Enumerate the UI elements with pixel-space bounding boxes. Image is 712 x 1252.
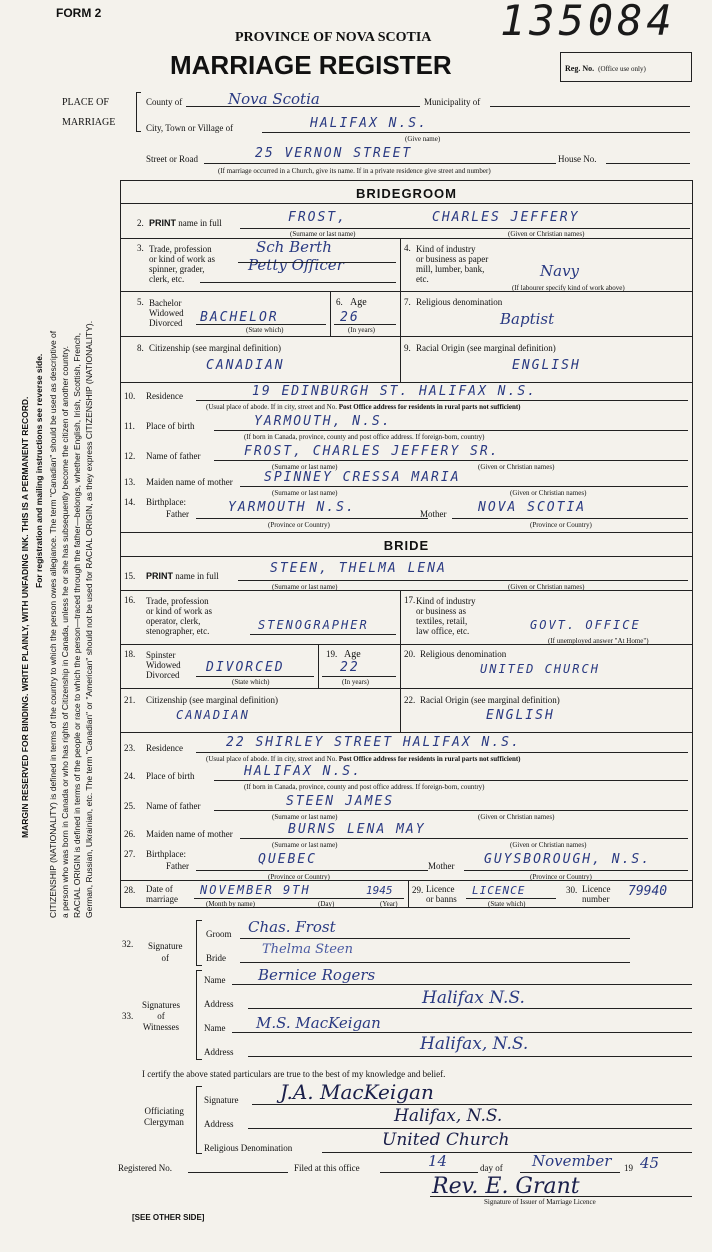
year-prefix: 19 [624, 1163, 633, 1173]
county-label: County of [146, 97, 183, 107]
field-num: 20. [404, 649, 416, 659]
city-line [262, 132, 690, 133]
mother-word: Mother [420, 509, 447, 519]
bride-citizenship: CANADIAN [176, 708, 250, 722]
industry-label-line: or business as paper [416, 254, 489, 264]
field-num: 17. [404, 595, 416, 605]
trade-label-line: operator, clerk, [146, 616, 201, 626]
field-num: 19. [326, 649, 338, 659]
groom-signature: Chas. Frost [248, 918, 336, 936]
age-label: Age [350, 297, 367, 308]
industry-label-line: etc. [416, 274, 429, 284]
groom-mother-birth: NOVA SCOTIA [478, 500, 587, 515]
religion-label: Religious denomination [420, 649, 507, 659]
groom-industry: Navy [540, 262, 580, 280]
birth-caption: (If born in Canada, province, county and post office address. If foreign-born, country) [244, 433, 485, 441]
industry-label-line: Kind of industry [416, 244, 476, 254]
groom-trade-2: Petty Officer [248, 256, 344, 274]
residence-caption [206, 755, 521, 763]
name-label: Name [204, 975, 226, 985]
date-label [146, 884, 178, 904]
licence-label-line: Licence [426, 884, 455, 894]
city-label: City, Town or Village of [146, 123, 234, 133]
city-value: HALIFAX N.S. [310, 116, 428, 131]
trade-label [149, 244, 215, 284]
religious-denomination-label: Religious Denomination [204, 1143, 293, 1153]
reg-no-box [560, 52, 692, 82]
trade-label-line: Trade, profession [146, 596, 209, 606]
give-name-caption: (Give name) [405, 135, 441, 143]
officiating-label [144, 1106, 184, 1128]
licence-label-line: or banns [426, 894, 457, 904]
cap-given: (Given or Christian names) [508, 583, 585, 591]
print-bold: PRINT [146, 571, 173, 581]
field-num: 33. [122, 1011, 134, 1021]
wit-label-line: Signatures [142, 1000, 180, 1010]
cap-given: (Given or Christian names) [510, 489, 587, 497]
bride-label: Bride [206, 953, 226, 963]
in-years: (In years) [342, 678, 370, 686]
off-label-line: Officiating [144, 1106, 184, 1116]
field-num: 11. [124, 421, 135, 431]
groom-residence: 19 EDINBURGH ST. HALIFAX N.S. [252, 384, 537, 399]
age-label: Age [344, 649, 361, 660]
birth-caption: (If born in Canada, province, county and post office address. If foreign-born, country) [244, 783, 485, 791]
cap-province: (Province or Country) [530, 873, 592, 881]
clergy-bracket [196, 1086, 202, 1154]
citizenship-label: Citizenship (see marginal definition) [146, 695, 279, 705]
municipality-label: Municipality of [424, 97, 481, 107]
marriage-date: NOVEMBER 9TH [200, 883, 311, 897]
print-name-label [146, 572, 219, 581]
issuer-signature: Rev. E. Grant [432, 1174, 580, 1199]
status-label-line: Divorced [146, 670, 180, 680]
cap-given: (Given or Christian names) [508, 230, 585, 238]
field-num: 7. [404, 297, 411, 307]
filed-label: Filed at this office [294, 1163, 360, 1173]
filed-month: November [532, 1152, 612, 1170]
field-num: 25. [124, 801, 136, 811]
father-word: Father [166, 861, 189, 871]
street-label: Street or Road [146, 154, 198, 164]
licence-number-label [582, 884, 610, 904]
industry-label [416, 244, 488, 284]
residence-label: Residence [146, 391, 183, 401]
margin-citizenship-text-2: a person who was born in Canada or who has rights of Citizenship in Canada, unless he or she has subsequently become the citizen of another country. [60, 345, 70, 918]
filed-day: 14 [428, 1152, 448, 1170]
form-label: FORM 2 [56, 6, 102, 20]
groom-trade-1: Sch Berth [256, 238, 332, 256]
racial-label: Racial Origin (see marginal definition) [416, 343, 556, 353]
licence-number: 79940 [628, 884, 668, 899]
bride-racial: ENGLISH [486, 708, 555, 723]
father-label: Name of father [146, 451, 201, 461]
cap-surname: (Surname or last name) [272, 841, 338, 849]
wit-bracket [196, 970, 202, 1060]
bride-name: STEEN, THELMA LENA [270, 561, 447, 576]
industry-label-line: law office, etc. [416, 626, 470, 636]
bride-birth: HALIFAX N.S. [244, 764, 362, 779]
residence-label: Residence [146, 743, 183, 753]
marriage-year: 1945 [366, 884, 393, 897]
status-label-line: Bachelor [149, 298, 182, 308]
father-word: Father [166, 509, 189, 519]
status-label [149, 298, 184, 328]
bride-father-birth: QUEBEC [258, 852, 317, 867]
sig-bracket [196, 920, 202, 966]
cap-month: (Month by name) [206, 900, 255, 908]
issuer-caption: Signature of Issuer of Marriage Licence [484, 1198, 596, 1206]
mother-label: Maiden name of mother [146, 477, 233, 487]
address-label: Address [204, 999, 234, 1009]
field-num: 8. [137, 343, 144, 353]
racial-label: Racial Origin (see marginal definition) [420, 695, 560, 705]
groom-birth: YARMOUTH, N.S. [254, 414, 392, 429]
birthplace-label: Birthplace: [146, 849, 186, 859]
cap-province: (Province or Country) [530, 521, 592, 529]
cap-surname: (Surname or last name) [272, 463, 338, 471]
witness2-address: Halifax, N.S. [420, 1034, 529, 1054]
margin-citizenship-text: CITIZENSHIP (NATIONALITY) is defined in terms of the country to which the person owes allegiance. The term "Canadian" should be used as descriptive of [48, 330, 58, 918]
street-line [204, 163, 556, 164]
field-num: 16. [124, 595, 136, 605]
trade-label-line: or kind of work as [149, 254, 215, 264]
municipality-line [490, 106, 690, 107]
mother-word: Mother [428, 861, 455, 871]
clergy-address: Halifax, N.S. [394, 1106, 503, 1126]
province-title: PROVINCE OF NOVA SCOTIA [235, 30, 432, 45]
bride-mother-birth: GUYSBOROUGH, N.S. [484, 852, 652, 867]
religion-label: Religious denomination [416, 297, 503, 307]
clergy-signature: J.A. MacKeigan [280, 1080, 434, 1104]
bride-age: 22 [340, 660, 360, 675]
margin-racial-text-2: German, Russian, Ukrainian, etc. The term "Canadian" or "American" should not be used for RACIAL ORIGIN, as they express CITIZENSHIP (NATIONALITY). [84, 320, 94, 918]
place-note: (If marriage occurred in a Church, give its name. If in a private residence give street and number) [218, 167, 491, 175]
signature-label: Signature [204, 1095, 239, 1105]
bride-status: DIVORCED [206, 660, 285, 675]
industry-label-line: Kind of industry [416, 596, 476, 606]
filed-year: 45 [640, 1154, 660, 1172]
cap-province: (Province or Country) [268, 873, 330, 881]
margin-binding-text: MARGIN RESERVED FOR BINDING. WRITE PLAINLY, WITH UNFADING INK. THIS IS A PERMANENT RECORD. [20, 396, 30, 838]
state-which: (State which) [488, 900, 526, 908]
reg-no-label: Reg. No. [565, 64, 595, 73]
birth-label: Place of birth [146, 771, 195, 781]
groom-religion: Baptist [500, 310, 555, 328]
industry-label [416, 596, 476, 636]
county-value: Nova Scotia [228, 90, 320, 108]
licence-label [426, 884, 457, 904]
status-label-line: Divorced [149, 318, 183, 328]
field-num: 27. [124, 849, 136, 859]
industry-note: (If labourer specify kind of work above) [512, 284, 625, 292]
print-rest: name in full [178, 218, 222, 228]
licence-number-label-line: Licence [582, 884, 611, 894]
wit-label-line: Witnesses [142, 1022, 180, 1032]
field-num: 30. [566, 885, 578, 895]
place-bracket [136, 92, 141, 132]
state-which: (State which) [232, 678, 270, 686]
status-label-line: Spinster [146, 650, 176, 660]
witness1-address: Halifax N.S. [422, 988, 525, 1008]
field-num: 13. [124, 477, 136, 487]
print-name-label [149, 219, 222, 228]
register-number: 135084 [500, 0, 676, 45]
residence-caption-text: (Usual place of abode. If in city, street and No. [206, 403, 337, 411]
wit-label-line: of [157, 1011, 165, 1021]
page-title: MARRIAGE REGISTER [170, 50, 452, 80]
field-num: 26. [124, 829, 136, 839]
state-which: (State which) [246, 326, 284, 334]
witness2-name: M.S. MacKeigan [256, 1014, 381, 1032]
margin-racial-text: RACIAL ORIGIN is defined in terms of the people or race to which the person—traced through the father—belongs, whether English, Irish, Scottish, French, [72, 332, 82, 918]
residence-caption-bold: Post Office address for residents in rural parts not sufficient) [338, 403, 521, 411]
trade-label-line: Trade, profession [149, 244, 212, 254]
field-num: 3. [137, 243, 144, 253]
bride-signature: Thelma Steen [262, 942, 353, 957]
date-label-line: Date of [146, 884, 173, 894]
industry-label-line: mill, lumber, bank, [416, 264, 485, 274]
signature-of-label [148, 940, 183, 964]
name-label: Name [204, 1023, 226, 1033]
trade-label [146, 596, 212, 636]
reg-no-note: (Office use only) [598, 65, 646, 73]
cap-surname: (Surname or last name) [290, 230, 356, 238]
status-label-line: Widowed [149, 308, 184, 318]
registered-no-label: Registered No. [118, 1163, 172, 1173]
sig-label-line: Signature [148, 941, 183, 951]
groom-mother: SPINNEY CRESSA MARIA [264, 470, 461, 485]
industry-label-line: or business as [416, 606, 466, 616]
place-of-label: PLACE OF [62, 97, 109, 108]
field-num: 2. [137, 218, 144, 228]
residence-caption-text: (Usual place of abode. If in city, street and No. [206, 755, 337, 763]
field-num: 15. [124, 571, 136, 581]
cap-surname: (Surname or last name) [272, 583, 338, 591]
clergy-denomination: United Church [382, 1130, 510, 1150]
print-rest: name in full [175, 571, 219, 581]
field-num: 23. [124, 743, 136, 753]
trade-label-line: spinner, grader, [149, 264, 205, 274]
field-num: 29. [412, 885, 424, 895]
field-num: 28. [124, 885, 136, 895]
licence-number-label-line: number [582, 894, 610, 904]
in-years: (In years) [348, 326, 376, 334]
cap-year: (Year) [380, 900, 398, 908]
cap-day: (Day) [318, 900, 335, 908]
residence-caption [206, 403, 521, 411]
address-label: Address [204, 1119, 234, 1129]
field-num: 32. [122, 939, 134, 949]
date-label-line: marriage [146, 894, 178, 904]
sig-label-line: of [161, 953, 169, 963]
groom-racial: ENGLISH [512, 358, 581, 373]
marriage-label: MARRIAGE [62, 117, 116, 128]
groom-label: Groom [206, 929, 232, 939]
mother-label: Maiden name of mother [146, 829, 233, 839]
birthplace-label: Birthplace: [146, 497, 186, 507]
field-num: 18. [124, 649, 136, 659]
bride-father: STEEN JAMES [286, 794, 395, 809]
licence-type: LICENCE [472, 884, 526, 897]
bride-heading: BRIDE [383, 538, 430, 553]
bride-residence: 22 SHIRLEY STREET HALIFAX N.S. [226, 735, 521, 750]
certify-text: I certify the above stated particulars are true to the best of my knowledge and belief. [142, 1069, 446, 1079]
field-num: 10. [124, 391, 136, 401]
field-num: 22. [404, 695, 416, 705]
bride-trade: STENOGRAPHER [258, 618, 369, 632]
bridegroom-heading: BRIDEGROOM [356, 186, 457, 201]
groom-father: FROST, CHARLES JEFFERY SR. [244, 444, 500, 459]
residence-caption-bold: Post Office address for residents in rural parts not sufficient) [338, 755, 521, 763]
groom-surname: FROST, [288, 210, 347, 225]
field-num: 5. [137, 297, 144, 307]
cap-surname: (Surname or last name) [272, 489, 338, 497]
status-label [146, 650, 181, 680]
field-num: 4. [404, 243, 411, 253]
address-label: Address [204, 1047, 234, 1057]
field-num: 14. [124, 497, 136, 507]
status-label-line: Widowed [146, 660, 181, 670]
groom-citizenship: CANADIAN [206, 358, 285, 373]
trade-label-line: clerk, etc. [149, 274, 185, 284]
field-num: 9. [404, 343, 411, 353]
witnesses-label [142, 1000, 180, 1033]
street-value: 25 VERNON STREET [255, 146, 413, 161]
trade-label-line: or kind of work as [146, 606, 212, 616]
day-of-label: day of [480, 1163, 503, 1173]
cap-given: (Given or Christian names) [478, 813, 555, 821]
bride-religion: UNITED CHURCH [480, 662, 600, 676]
cap-given: (Given or Christian names) [478, 463, 555, 471]
cap-given: (Given or Christian names) [510, 841, 587, 849]
cap-province: (Province or Country) [268, 521, 330, 529]
industry-label-line: textiles, retail, [416, 616, 468, 626]
print-bold: PRINT [149, 218, 176, 228]
cap-surname: (Surname or last name) [272, 813, 338, 821]
trade-label-line: stenographer, etc. [146, 626, 210, 636]
field-num: 6. [336, 297, 343, 307]
birth-label: Place of birth [146, 421, 195, 431]
citizenship-label: Citizenship (see marginal definition) [149, 343, 282, 353]
field-num: 21. [124, 695, 136, 705]
margin-instructions-text: For registration and mailing instructions see reverse side. [34, 353, 44, 588]
off-label-line: Clergyman [144, 1117, 184, 1127]
groom-father-birth: YARMOUTH N.S. [228, 500, 356, 515]
bride-industry: GOVT. OFFICE [530, 618, 641, 632]
groom-age: 26 [340, 310, 360, 325]
groom-status: BACHELOR [200, 310, 279, 325]
father-label: Name of father [146, 801, 201, 811]
house-label: House No. [558, 154, 597, 164]
industry-note: (If unemployed answer "At Home") [548, 637, 649, 645]
groom-given: CHARLES JEFFERY [432, 210, 580, 225]
bride-mother: BURNS LENA MAY [288, 822, 426, 837]
field-num: 12. [124, 451, 136, 461]
see-other-side: [SEE OTHER SIDE] [132, 1213, 205, 1222]
field-num: 24. [124, 771, 136, 781]
house-line [606, 163, 690, 164]
witness1-name: Bernice Rogers [258, 966, 376, 984]
